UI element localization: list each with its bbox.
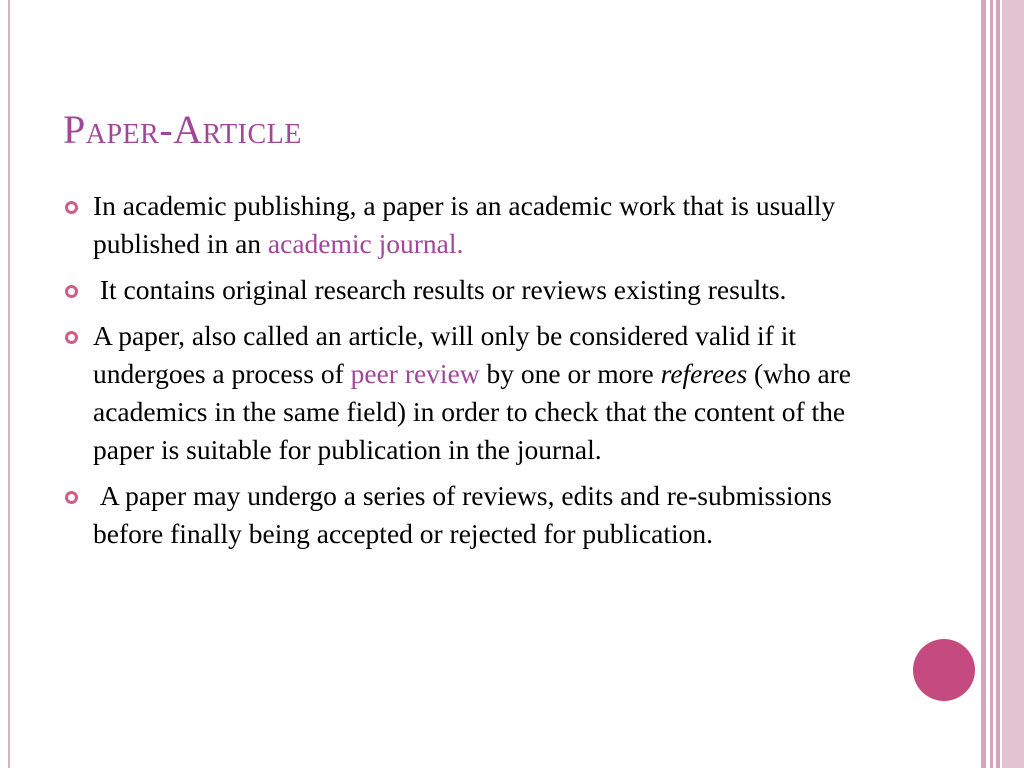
bullet-item — [63, 271, 893, 309]
bullet-text: A paper, also called an article, will only be considered valid if it undergoes a process of — [93, 320, 796, 389]
bullet-text: (who are academics in the same field) in order to check that the content of the paper is suitable for publication in the journal. — [93, 358, 852, 465]
referees-emphasis: referees — [660, 358, 748, 389]
ring-bullet-icon — [65, 285, 78, 298]
ring-bullet-icon — [65, 201, 78, 214]
bullet-item — [63, 477, 893, 553]
bullet-text: It contains original research results or reviews existing results. — [93, 274, 787, 305]
ring-bullet-icon — [65, 331, 78, 344]
bullet-text: by one or more — [479, 358, 661, 389]
bullet-text: In academic publishing, a paper is an academic work that is usually published in an — [93, 190, 836, 259]
academic-journal-link[interactable]: academic journal. — [267, 228, 464, 259]
bullet-text: A paper may undergo a series of reviews, edits and re-submissions before finally being accepted or rejected for publication. — [93, 480, 839, 549]
bullet-item — [63, 187, 893, 263]
ring-bullet-icon — [65, 491, 78, 504]
left-frame-line — [8, 0, 10, 768]
bullet-item — [63, 317, 893, 469]
peer-review-link[interactable]: peer review — [350, 358, 480, 389]
right-frame-band — [1002, 0, 1024, 768]
circle-decoration-icon — [913, 639, 975, 701]
slide-title: Paper-Article — [63, 107, 302, 152]
bullet-list — [63, 187, 893, 561]
